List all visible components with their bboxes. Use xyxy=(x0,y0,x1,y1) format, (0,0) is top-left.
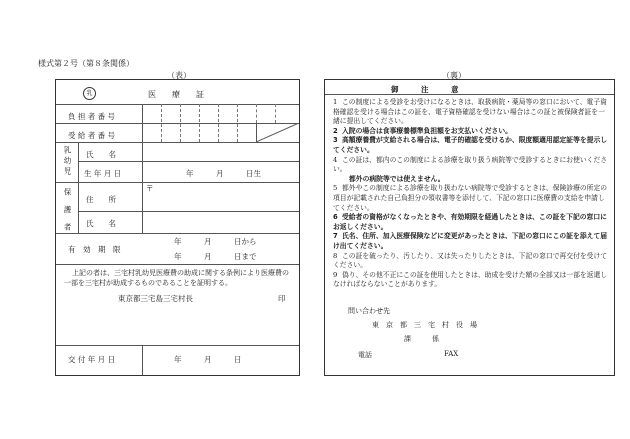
validity-to: 年 月 日まで xyxy=(174,252,257,261)
card-title: 医 療 証 xyxy=(148,90,204,99)
note-number: 3 xyxy=(333,136,338,145)
notes-title: 御 注 意 xyxy=(391,85,459,94)
insured-number-label: 負 担 者 番 号 xyxy=(68,112,116,121)
back-side-label: （裏） xyxy=(442,71,466,80)
issuer-seal: 印 xyxy=(278,294,286,303)
issuer-name: 東京都三宅島三宅村長 xyxy=(118,294,193,303)
note-item xyxy=(333,213,611,232)
note-number: 6 xyxy=(333,213,338,222)
note-item xyxy=(333,98,611,127)
note-text: 都外の病院等では使えません。 xyxy=(349,174,445,183)
validity-from: 年 月 日から xyxy=(174,237,257,246)
contact-section: 課 係 xyxy=(404,335,439,343)
note-item xyxy=(333,136,611,155)
note-text: この証を破ったり、汚したり、又は失ったりしたときは、下記の窓口で再交付を受けてください。 xyxy=(333,251,608,270)
note-item xyxy=(333,156,611,175)
postal-mark: 〒 xyxy=(146,184,154,193)
note-number: 2 xyxy=(333,126,338,135)
note-item xyxy=(333,175,611,185)
note-text: 受給者の資格がなくなったときや、有効期限を経過したときは、この証を下記の窓口にお返しください。 xyxy=(333,213,607,231)
note-text: この証は、都内のこの制度による診療を取り扱う病院等で受診するときにお使いください。 xyxy=(333,155,608,174)
front-panel xyxy=(55,79,300,376)
note-number: 8 xyxy=(333,251,338,260)
form-title: 様式第２号（第８条関係） xyxy=(38,59,134,68)
note-item xyxy=(333,252,611,271)
note-text: 偽り、その他不正にこの証を使用したときは、助成を受けた額の全部又は一部を返還しなければならないことがあります。 xyxy=(333,270,608,289)
note-text: 入院の場合は食事療養標準負担額をお支払いください。 xyxy=(342,126,512,135)
birthdate-value: 年 月 日生 xyxy=(186,169,261,178)
note-item xyxy=(333,232,611,251)
issue-date-value: 年 月 日 xyxy=(174,355,242,364)
front-side-label: （表） xyxy=(167,71,191,80)
fax-label: FAX xyxy=(444,350,459,358)
recipient-number-label: 受 給 者 番 号 xyxy=(68,131,116,140)
guardian-name-label: 氏 名 xyxy=(86,219,116,228)
birthdate-label: 生 年 月 日 xyxy=(84,169,122,178)
note-text: 都外やこの制度による診療を取り扱わない病院等で受診するときは、保険診療の所定の項目が記載された自己負担分の領収書等を添付して、下記の窓口に医療費の支給を申請してください。 xyxy=(333,184,608,212)
guardian-group-label: 保護者 xyxy=(63,188,72,241)
contact-office: 東 京 都 三 宅 村 役 場 xyxy=(372,321,477,329)
note-item xyxy=(333,127,611,137)
infant-seal: 乳 xyxy=(83,87,96,100)
diagonal-slash xyxy=(256,123,299,142)
address-label: 住 所 xyxy=(86,195,116,204)
note-number: 7 xyxy=(333,232,338,241)
issue-date-label: 交 付 年 月 日 xyxy=(68,355,116,364)
note-text: この制度による受診をお受けになるときは、取扱病院・薬局等の窓口において、電子資格確認を受ける場合はこの証を、電子資格確認を受けない場合はこの証と被保険者証を一緒に提出してください。 xyxy=(333,98,607,126)
validity-label: 有 効 期 限 xyxy=(68,245,121,254)
note-number: 4 xyxy=(333,155,338,164)
note-item xyxy=(333,184,611,213)
note-item xyxy=(333,271,611,290)
note-number: 5 xyxy=(333,184,338,193)
note-number: 1 xyxy=(333,98,338,106)
certification-text: 上記の者は、三宅村乳幼児医療費の助成に関する条例により医療費の一部を三宅村が助成するものであることを証明する。 xyxy=(64,269,289,287)
infant-name-label: 氏 名 xyxy=(86,150,116,159)
phone-label: 電話 xyxy=(358,351,372,359)
note-text: 氏名、住所、加入医療保険などに変更があったときは、下記の窓口にこの証を添えて届け出てください。 xyxy=(333,232,608,250)
note-text: 高額療養費が支給される場合は、電子的確認を受けるか、限度額適用認定証等を提示してください。 xyxy=(333,136,608,154)
contact-title: 問い合わせ先 xyxy=(348,307,390,315)
note-number: 9 xyxy=(333,270,338,279)
notes-list xyxy=(333,98,611,290)
infant-group-label: 乳幼児 xyxy=(63,146,72,178)
